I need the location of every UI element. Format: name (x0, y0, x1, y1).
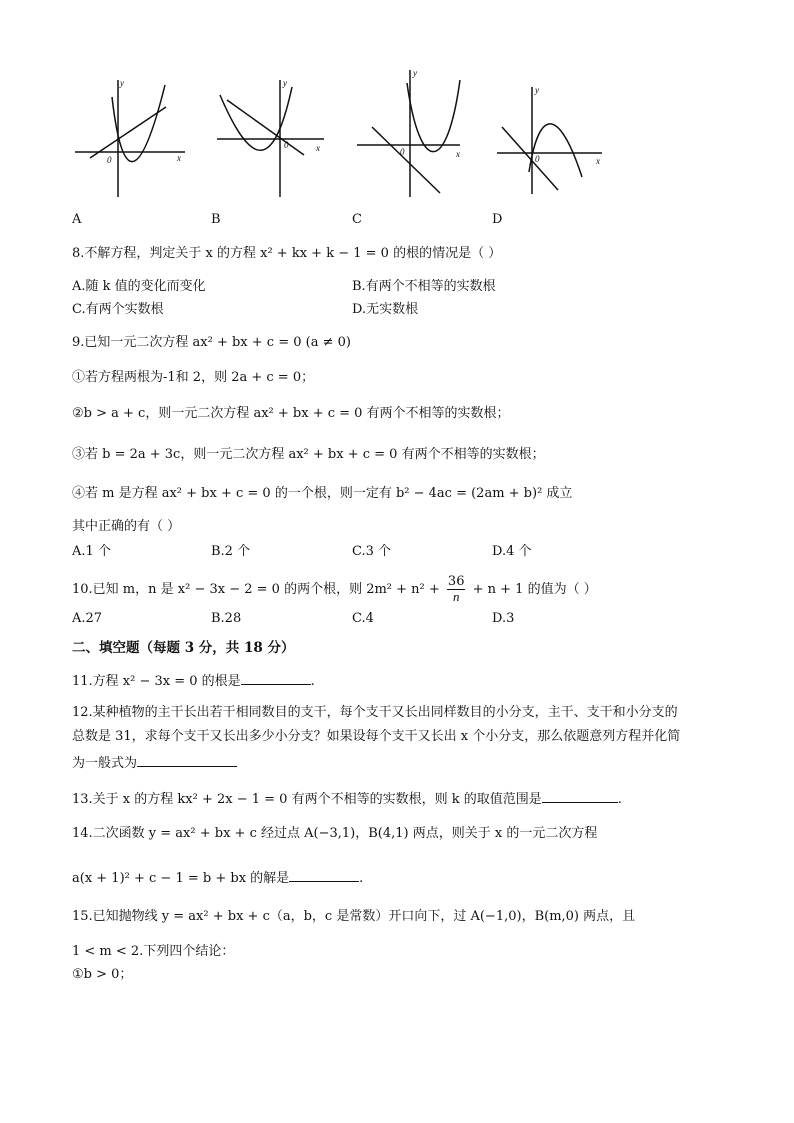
q14-line2: a(x + 1)² + c − 1 = b + bx 的解是 (72, 871, 290, 886)
q9-option-d: D.4 个 (492, 544, 532, 559)
y-label: y (120, 78, 124, 88)
q12-line2: 总数是 31，求每个支干又长出多少小分支？如果设每个支干又长出 x 个小分支，那么依题意列方程并化简 (72, 729, 681, 744)
q9-option-b: B.2 个 (211, 544, 251, 559)
x-label: x (177, 153, 181, 163)
q15-line3: ①b > 0； (72, 967, 133, 982)
q8-option-c: C.有两个实数根 (72, 302, 164, 317)
graph-a (70, 75, 200, 200)
q8-option-b: B.有两个不相等的实数根 (352, 279, 496, 294)
graph-c-letter: C (352, 212, 362, 227)
origin-label: 0 (107, 155, 112, 165)
y-label: y (283, 78, 287, 88)
q10-option-d: D.3 (492, 611, 515, 626)
q11-answer-blank[interactable] (241, 670, 311, 685)
q10-frac-num: 36 (447, 574, 465, 589)
graph-c (352, 65, 482, 205)
q10-option-a: A.27 (72, 611, 103, 626)
q9-item-1: ①若方程两根为-1和 2，则 2a + c = 0； (72, 370, 315, 385)
q9-option-c: C.3 个 (352, 544, 392, 559)
q12-line1: 12.某种植物的主干长出若干相同数目的支干，每个支干又长出同样数目的小分支，主干、支干和小分支的 (72, 705, 678, 720)
x-label: x (596, 156, 600, 166)
q15-line2: 1 < m < 2.下列四个结论： (72, 944, 235, 959)
q8-option-a: A.随 k 值的变化而变化 (72, 279, 206, 294)
line (227, 100, 304, 155)
q14-answer-blank[interactable] (289, 867, 359, 882)
origin-label: 0 (284, 140, 289, 150)
x-label: x (456, 149, 460, 159)
y-label: y (413, 68, 417, 78)
q10-option-c: C.4 (352, 611, 374, 626)
origin-label: 0 (400, 147, 405, 157)
q12-answer-blank[interactable] (137, 752, 237, 767)
q9-option-a: A.1 个 (72, 544, 111, 559)
q12-line3-wrap (72, 752, 237, 773)
origin-label: 0 (535, 154, 540, 164)
q10-frac-den: n (452, 589, 460, 604)
graph-a-letter: A (72, 212, 82, 227)
q11-end: . (310, 674, 315, 689)
q9-stem: 9.已知一元二次方程 ax² + bx + c = 0 (a ≠ 0) (72, 335, 351, 350)
parabola (407, 80, 460, 152)
q10-stem-suffix: + n + 1 的值为（ ） (472, 582, 597, 597)
graph-b (212, 75, 342, 200)
q9-item-2: ②b > a + c，则一元二次方程 ax² + bx + c = 0 有两个不相等的实数根； (72, 406, 510, 421)
graph-d-letter: D (492, 212, 503, 227)
q10-stem-prefix: 10.已知 m，n 是 x² − 3x − 2 = 0 的两个根，则 2m² + n² + (72, 582, 440, 597)
q9-item-4: ④若 m 是方程 ax² + bx + c = 0 的一个根，则一定有 b² − 4ac = (2am + b)² 成立 (72, 486, 573, 501)
section-heading: 二、填空题（每题 3 分，共 18 分） (72, 640, 295, 656)
q14-line1: 14.二次函数 y = ax² + bx + c 经过点 A(−3,1)，B(4,1) 两点，则关于 x 的一元二次方程 (72, 826, 598, 841)
q10-fraction (447, 575, 466, 604)
q13-text: 13.关于 x 的方程 kx² + 2x − 1 = 0 有两个不相等的实数根，则 k 的取值范围是 (72, 792, 542, 807)
line (502, 127, 558, 190)
line (90, 107, 166, 158)
q8-option-d: D.无实数根 (352, 302, 419, 317)
q9-item-3: ③若 b = 2a + 3c，则一元二次方程 ax² + bx + c = 0 有两个不相等的实数根； (72, 447, 545, 462)
line (372, 127, 440, 193)
q10-stem (72, 575, 597, 604)
parabola (112, 85, 165, 162)
graph-d (494, 82, 614, 197)
q11 (72, 670, 315, 691)
y-label: y (535, 85, 539, 95)
parabola (220, 87, 292, 150)
q8-stem: 8.不解方程，判定关于 x 的方程 x² + kx + k − 1 = 0 的根的情况是（ ） (72, 246, 502, 261)
q15-line1: 15.已知抛物线 y = ax² + bx + c（a，b，c 是常数）开口向下，过 A(−1,0)，B(m,0) 两点，且 (72, 909, 636, 924)
parabola (529, 124, 582, 177)
q14-end: . (359, 871, 364, 886)
q11-text: 11.方程 x² − 3x = 0 的根是 (72, 674, 241, 689)
q13 (72, 788, 622, 809)
q13-answer-blank[interactable] (542, 788, 618, 803)
x-label: x (316, 143, 320, 153)
q10-option-b: B.28 (211, 611, 242, 626)
q13-end: . (617, 792, 622, 807)
q14-line2-wrap (72, 867, 363, 888)
q12-line3: 为一般式为 (72, 756, 138, 771)
q9-question: 其中正确的有（ ） (72, 519, 181, 534)
graph-b-letter: B (211, 212, 221, 227)
